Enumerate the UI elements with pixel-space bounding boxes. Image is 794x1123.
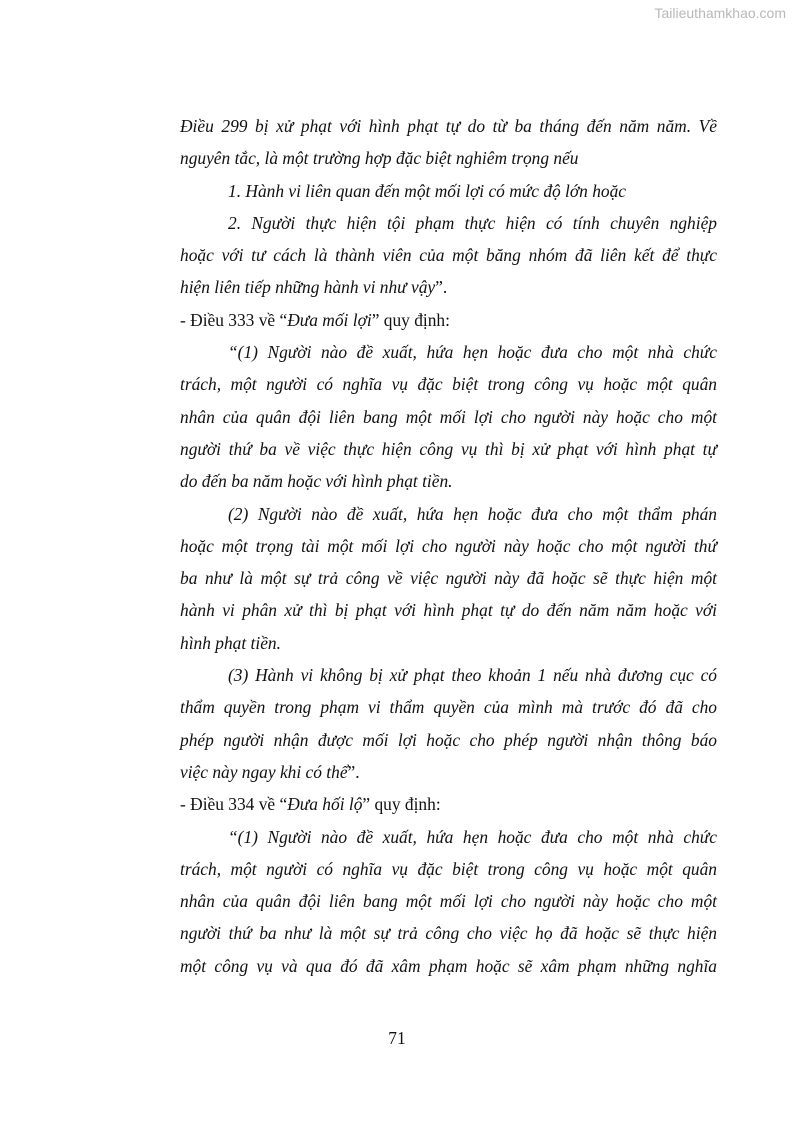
text-line: hoặc một trọng tài một mối lợi cho người này hoặc cho một người thứ (180, 535, 717, 556)
text-line: người thứ ba như là một sự trả công cho việc họ đã hoặc sẽ thực hiện (180, 923, 717, 944)
text-line: “(1) Người nào đề xuất, hứa hẹn hoặc đưa cho một nhà chức (228, 342, 717, 363)
text-line: phép người nhận được mối lợi hoặc cho phép người nhận thông báo (180, 729, 717, 750)
document-body (180, 110, 717, 982)
text-line: ba như là một sự trả công về việc người này đã hoặc sẽ thực hiện một (180, 568, 717, 589)
text-line (180, 756, 717, 788)
text-segment: - Điều 334 về “ (180, 794, 288, 815)
text-line: trách, một người có nghĩa vụ đặc biệt trong công vụ hoặc một quân (180, 858, 717, 879)
text-line: trách, một người có nghĩa vụ đặc biệt trong công vụ hoặc một quân (180, 374, 717, 395)
text-line: 1. Hành vi liên quan đến một mối lợi có mức độ lớn hoặc (228, 180, 627, 201)
text-line: do đến ba năm hoặc với hình phạt tiền. (180, 471, 453, 492)
text-line: hoặc với tư cách là thành viên của một băng nhóm đã liên kết để thực (180, 245, 717, 266)
text-segment: ”. (435, 277, 448, 298)
text-line: (3) Hành vi không bị xử phạt theo khoản 1 nếu nhà đương cục có (228, 665, 717, 686)
text-line: thẩm quyền trong phạm vi thẩm quyền của mình mà trước đó đã cho (180, 697, 717, 718)
article-title: Đưa hối lộ (287, 794, 363, 815)
text-line: hành vi phân xử thì bị phạt với hình phạt tự do đến năm năm hoặc với (180, 600, 717, 621)
text-line: 2. Người thực hiện tội phạm thực hiện có tính chuyên nghiệp (228, 212, 717, 233)
page-number: 71 (388, 1028, 406, 1048)
text-line: nguyên tắc, là một trường hợp đặc biệt nghiêm trọng nếu (180, 148, 579, 169)
text-line: nhân của quân đội liên bang một mối lợi cho người này hoặc cho một (180, 406, 717, 427)
text-line: nhân của quân đội liên bang một mối lợi cho người này hoặc cho một (180, 891, 717, 912)
text-segment: ” quy định: (362, 794, 441, 815)
text-line (180, 271, 717, 303)
text-line: hình phạt tiền. (180, 632, 281, 653)
article-heading (180, 788, 717, 820)
text-line: một công vụ và qua đó đã xâm phạm hoặc sẽ xâm phạm những nghĩa (180, 955, 717, 976)
article-heading (180, 304, 717, 336)
text-segment: hiện liên tiếp những hành vi như vậy (180, 277, 436, 298)
text-line: Điều 299 bị xử phạt với hình phạt tự do từ ba tháng đến năm năm. Về (180, 116, 717, 136)
text-line: người thứ ba về việc thực hiện công vụ thì bị xử phạt với hình phạt tự (180, 438, 717, 459)
text-line: “(1) Người nào đề xuất, hứa hẹn hoặc đưa cho một nhà chức (228, 826, 717, 847)
watermark-text: Tailieuthamkhao.com (654, 5, 786, 21)
text-segment: ” quy định: (371, 309, 450, 330)
article-title: Đưa mối lợi (287, 309, 372, 330)
text-line: (2) Người nào đề xuất, hứa hẹn hoặc đưa cho một thẩm phán (228, 503, 717, 524)
text-segment: việc này ngay khi có thể (180, 761, 348, 782)
text-segment: ”. (347, 761, 360, 782)
text-segment: - Điều 333 về “ (180, 309, 288, 330)
